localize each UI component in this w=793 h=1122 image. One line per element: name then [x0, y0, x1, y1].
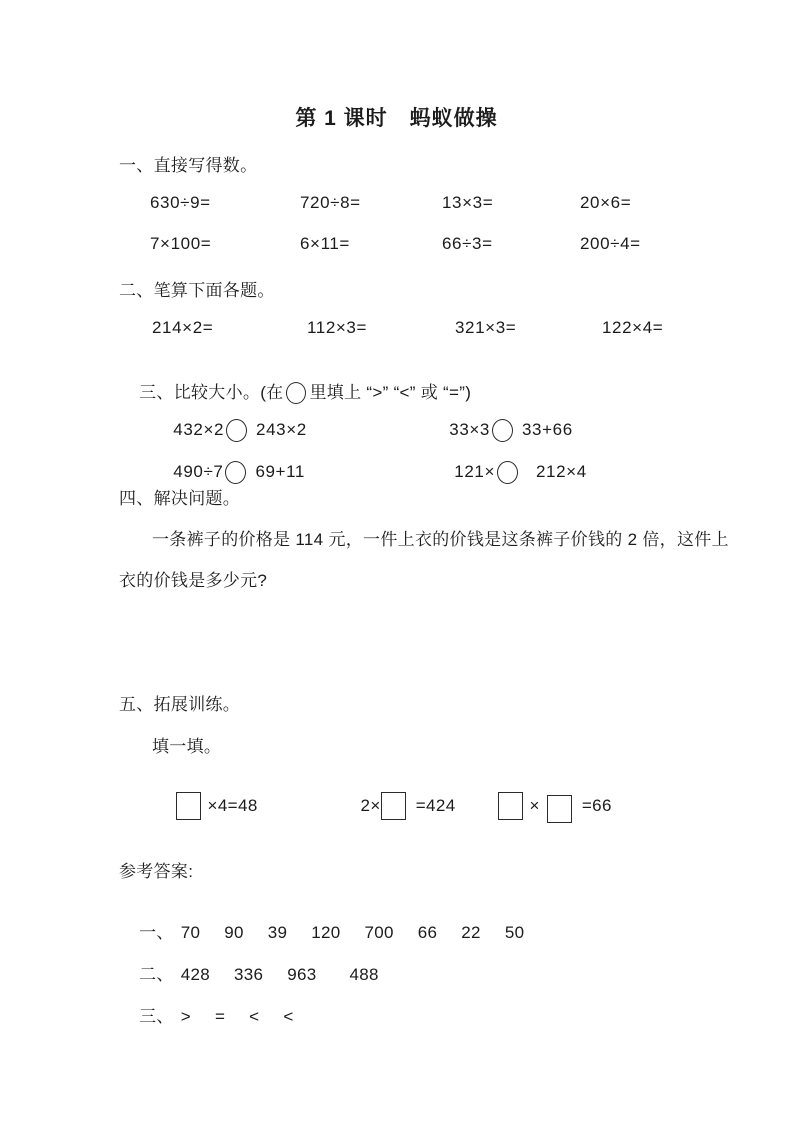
comparison-left: 432×2	[173, 420, 225, 439]
answer-value: 39	[267, 923, 288, 942]
fill-text: ×4=48	[207, 796, 258, 815]
answers-heading: 参考答案:	[119, 862, 194, 881]
answer-box	[547, 795, 572, 823]
fill-blank-item	[340, 772, 456, 840]
answer-value: <	[283, 1007, 294, 1026]
answer-value: <	[249, 1007, 260, 1026]
answer-value: 90	[224, 923, 244, 942]
answer-value: 50	[504, 923, 525, 942]
expression: 20×6=	[580, 193, 632, 212]
answer-value: 963	[287, 965, 317, 984]
section-five-subheading: 填一填。	[152, 737, 222, 756]
section-three-heading-pre: 三、比较大小。(在	[139, 383, 284, 402]
answers-row-label: 一、	[139, 923, 174, 942]
expression: 6×11=	[300, 234, 350, 253]
comparison-right: 212×4	[536, 462, 587, 481]
fill-text: =66	[581, 796, 612, 815]
word-problem-line1: 一条裤子的价格是 114 元，一件上衣的价钱是这条裤子价钱的 2 倍，这件上	[152, 530, 729, 549]
section-one-heading: 一、直接写得数。	[119, 156, 258, 175]
comparison-right: 243×2	[256, 420, 307, 439]
expression: 720÷8=	[300, 193, 361, 212]
answers-row-label: 二、	[139, 965, 174, 984]
fill-blank-item	[477, 772, 612, 840]
comparison-right: 33+66	[522, 420, 573, 439]
answer-box	[498, 792, 523, 820]
compare-circle	[225, 461, 246, 484]
answer-value: 428	[180, 965, 210, 984]
expression: 321×3=	[455, 318, 517, 337]
section-four-heading: 四、解决问题。	[119, 489, 241, 508]
compare-circle	[226, 419, 247, 442]
answer-value: 22	[461, 923, 481, 942]
compare-circle	[497, 461, 518, 484]
compare-circle	[492, 419, 513, 442]
answer-value: 488	[349, 965, 379, 984]
answer-value: 66	[417, 923, 438, 942]
section-two-heading: 二、笔算下面各题。	[119, 281, 275, 300]
expression: 112×3=	[307, 318, 368, 337]
expression: 13×3=	[442, 193, 494, 212]
section-five-heading: 五、拓展训练。	[119, 695, 241, 714]
fill-text: ×	[529, 796, 540, 815]
expression: 122×4=	[602, 318, 664, 337]
answer-value: =	[214, 1007, 226, 1026]
answer-value: 336	[233, 965, 264, 984]
answer-value: 70	[180, 923, 201, 942]
answers-row-three	[119, 982, 318, 1047]
comparison-right: 69+11	[255, 462, 305, 481]
answer-value: >	[180, 1007, 191, 1026]
fill-blank-item	[155, 772, 258, 840]
expression: 200÷4=	[580, 234, 641, 253]
fill-text: 2×	[360, 796, 381, 815]
expression: 66÷3=	[442, 234, 493, 253]
comparison-left: 121×	[454, 462, 495, 481]
comparison-left: 490÷7	[173, 462, 224, 481]
answer-value: 700	[364, 923, 394, 942]
fill-text: =424	[415, 796, 456, 815]
expression: 630÷9=	[150, 193, 211, 212]
comparison-left: 33×3	[449, 420, 490, 439]
answers-row-label: 三、	[139, 1007, 174, 1026]
answer-box	[381, 792, 406, 820]
expression: 7×100=	[150, 234, 212, 253]
answer-value: 120	[311, 923, 341, 942]
answer-box	[176, 792, 201, 820]
expression: 214×2=	[152, 318, 214, 337]
section-three-heading-post: 里填上 “>” “<” 或 “=”)	[309, 383, 472, 402]
word-problem-line2: 衣的价钱是多少元?	[119, 571, 268, 590]
worksheet-title: 第 1 课时 蚂蚁做操	[295, 107, 498, 130]
comparison-pair	[433, 441, 587, 504]
